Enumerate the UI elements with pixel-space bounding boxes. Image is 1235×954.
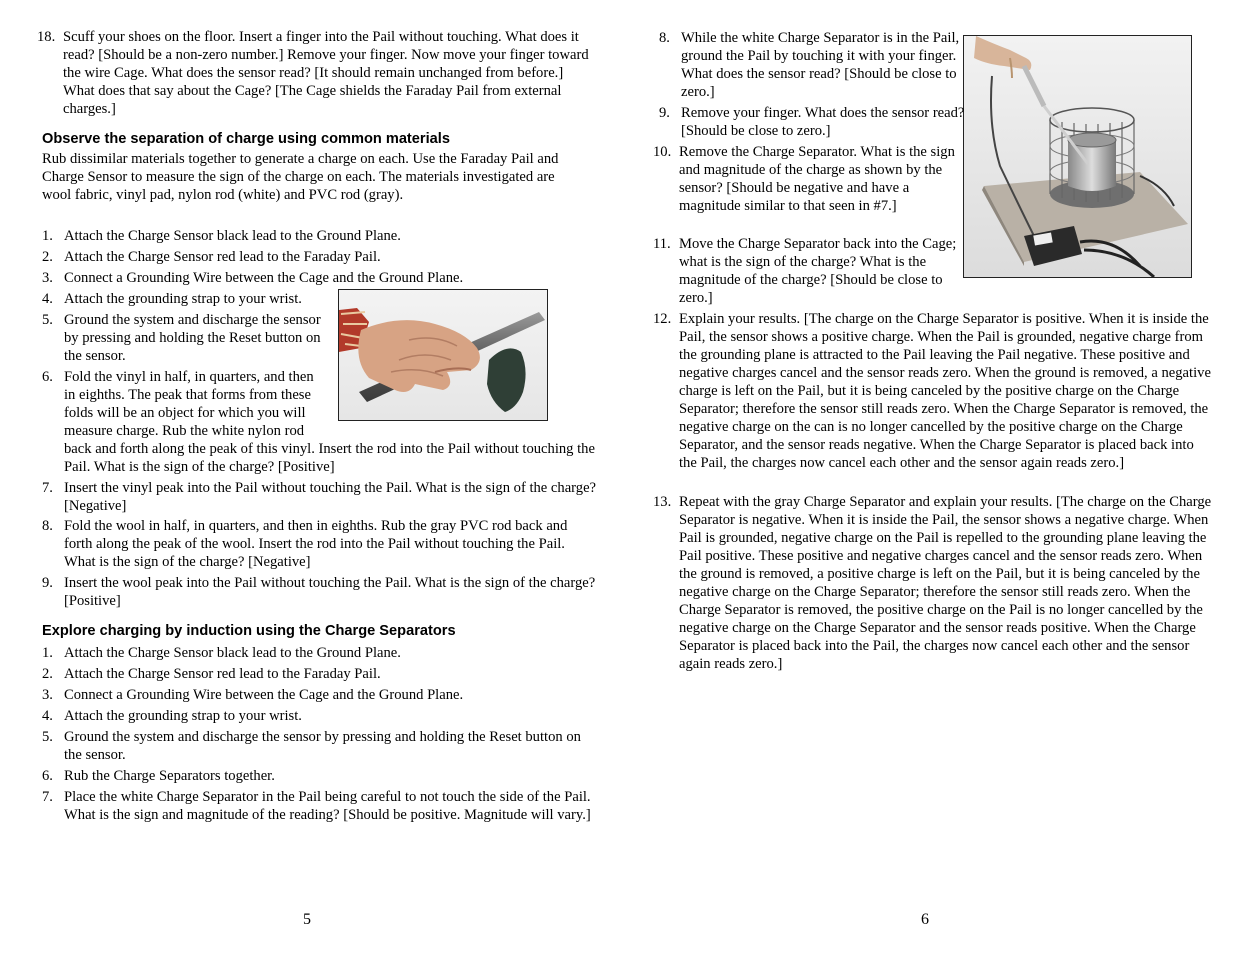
list-item [42,707,599,725]
item-number: 9. [659,105,670,121]
item-number: 10. [653,144,672,160]
left-page [0,0,617,954]
item-number: 1. [42,645,53,661]
item-number: 5. [42,312,53,328]
item-text: Remove the Charge Separator. What is the sign and magnitude of the charge as shown by the sensor? [Should be negative and have a magnitude similar to that seen in #7.] [679,144,955,214]
item-number: 7. [42,789,53,805]
item-text: Insert the vinyl peak into the Pail without touching the Pail. What is the sign of the charge? [Negative] [64,480,597,514]
list-item [42,686,599,704]
list-item [42,644,599,662]
list-item [37,28,598,118]
item-number: 12. [653,311,672,327]
page-number: 6 [921,911,929,928]
list-item [42,248,599,266]
hand-rod-photo [338,289,548,421]
item-text: Ground the system and discharge the sensor by pressing and holding the Reset button on the sensor. [64,729,581,763]
item-text: Scuff your shoes on the floor. Insert a finger into the Pail without touching. What does it read? [Should be a non-zero number.] Remove your finger. Now move your finger toward the wire Cage. What does the sensor read? [It should remain unchanged from before.] What does that say about the Cage? [The Cage shields the Faraday Pail from external charges.] [63,29,589,117]
list-item [659,104,969,140]
item-text: Attach the grounding strap to your wrist. [64,708,302,724]
section-heading: Observe the separation of charge using common materials [42,131,450,147]
list-item [653,493,1213,673]
list-item [653,310,1213,472]
item-number: 6. [42,369,53,385]
item-text: Attach the Charge Sensor red lead to the Faraday Pail. [64,666,381,682]
item-text: Attach the Charge Sensor black lead to the Ground Plane. [64,228,401,244]
list-item [42,728,599,764]
list-item [42,290,354,308]
list-item [42,517,599,571]
item-number: 1. [42,228,53,244]
list-item [42,479,599,515]
item-text: Connect a Grounding Wire between the Cage and the Ground Plane. [64,687,464,703]
item-number: 6. [42,768,53,784]
item-text: Connect a Grounding Wire between the Cage and the Ground Plane. [64,270,464,286]
item-text: Fold the wool in half, in quarters, and then in eighths. Rub the gray PVC rod back and forth along the peak of the wool. Insert the rod into the Pail without touching the Pail. What is the sign of the charge? [Negative] [64,518,568,570]
page-number: 5 [303,911,311,928]
list-item [42,227,599,245]
item-text: Fold the vinyl in half, in quarters, and then in eighths. The peak that forms from these folds will be an object for which you will measure charge. Rub the white nylon rod back and forth along the peak of this vinyl. Insert the rod into the Pail without touching the Pail. What is the sign of the charge? [Positive] [64,369,595,475]
item-text: Attach the Charge Sensor black lead to the Ground Plane. [64,645,401,661]
item-number: 8. [659,30,670,46]
item-number: 18. [37,29,56,45]
list-item [42,311,336,365]
item-text: Attach the grounding strap to your wrist. [64,291,302,307]
right-page [617,0,1235,954]
item-text: Place the white Charge Separator in the Pail being careful to not touch the side of the Pail. What is the sign and magnitude of the reading? [Should be positive. Magnitude will vary.] [64,789,591,823]
item-number: 2. [42,249,53,265]
item-number: 13. [653,494,672,510]
pail-cage-photo [963,35,1192,278]
item-number: 8. [42,518,53,534]
list-item [42,574,599,610]
list-item [653,235,977,307]
item-number: 3. [42,687,53,703]
item-number: 11. [653,236,671,252]
item-number: 2. [42,666,53,682]
list-item [653,143,969,215]
item-text: Insert the wool peak into the Pail without touching the Pail. What is the sign of the charge? [Positive] [64,575,596,609]
item-text: Move the Charge Separator back into the Cage; what is the sign of the charge? What is the magnitude of the charge? [Should be close to zero.] [679,236,957,306]
item-number: 5. [42,729,53,745]
item-text: While the white Charge Separator is in the Pail, ground the Pail by touching it with your finger. What does the sensor read? [Should be close to zero.] [681,30,960,100]
section-heading: Explore charging by induction using the Charge Separators [42,623,456,639]
item-text: Attach the Charge Sensor red lead to the Faraday Pail. [64,249,381,265]
item-number: 3. [42,270,53,286]
item-number: 4. [42,708,53,724]
item-number: 9. [42,575,53,591]
item-text: Rub the Charge Separators together. [64,768,275,784]
list-item [42,269,599,287]
list-item [42,665,599,683]
item-number: 4. [42,291,53,307]
list-item [659,29,969,101]
item-text: Remove your finger. What does the sensor read? [Should be close to zero.] [681,105,965,139]
section-intro: Rub dissimilar materials together to generate a charge on each. Use the Faraday Pail and Charge Sensor to measure the sign of the charge on each. The materials investigated are wool fabric, vinyl pad, nylon rod (white) and PVC rod (gray). [42,151,559,203]
item-text: Explain your results. [The charge on the Charge Separator is positive. When it is inside the Pail, the sensor shows a positive charge. When the Pail is grounded, negative charge from the grounding plane is attracted to the Pail leaving the Pail negative. These positive and negative charges cancel and the sensor reads zero. When the ground is removed, a negative charge is left on the Pail, but it is being canceled by the positive charge on the Charge Separator; therefore the sensor still reads zero. When the Charge Separator is removed, the negative charge on the can is no longer cancelled by the positive charge on the Charge Separator, and the sensor reads negative. When the Charge Separator is placed back into the Pail, the charges now cancel each other and the sensor again reads zero.] [679,311,1211,471]
item-number: 7. [42,480,53,496]
list-item [42,788,599,824]
item-text: Repeat with the gray Charge Separator and explain your results. [The charge on the Charge Separator is negative. When it is inside the Pail, the sensor shows a negative charge. When Pail is grounded, negative charge on the Pail is repelled to the grounding plane leaving the Pail positive. These positive and negative charges cancel and the sensor reads zero. When the ground is removed, a positive charge is left on the Pail, but it is being canceled by the negative charge on the Charge Separator; therefore the sensor still reads zero. When the Charge Separator is removed, the positive charge on the Pail is no longer cancelled by the negative charge on the Charge Separator and the sensor reads positive. When the Charge Separator is placed back into the Pail, the charges now cancel each other and the sensor again reads zero.] [679,494,1212,672]
item-text: Ground the system and discharge the sensor by pressing and holding the Reset button on the sensor. [64,312,321,364]
list-item [42,767,599,785]
